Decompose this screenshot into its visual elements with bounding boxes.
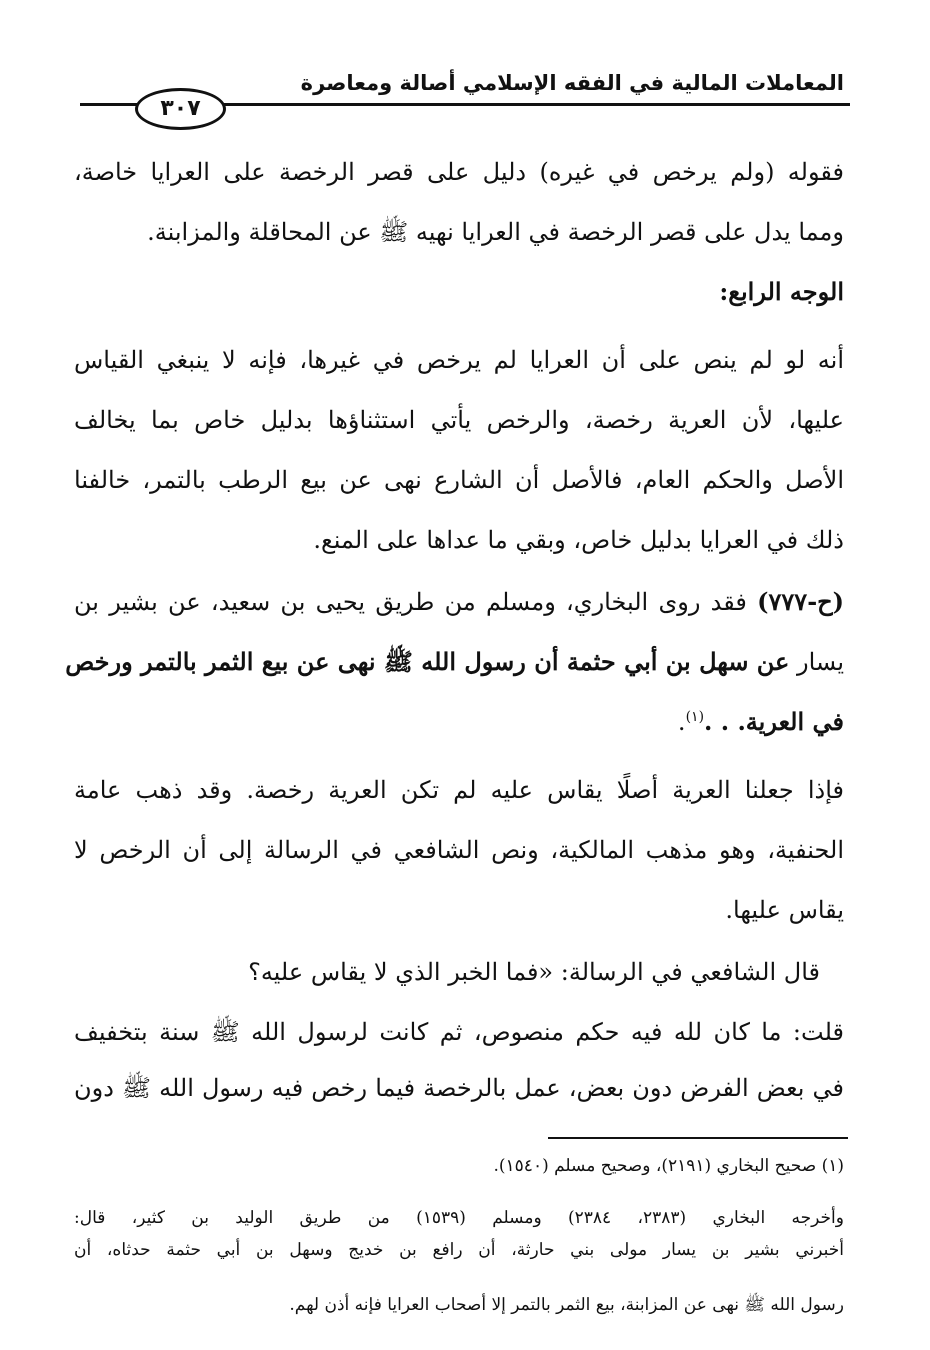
- body-line: يقاس عليها.: [725, 896, 844, 924]
- hadith-quote: في العرية. . .: [704, 707, 844, 736]
- running-header-title: المعاملات المالية في الفقه الإسلامي أصالة ومعاصرة: [300, 71, 844, 95]
- footnote-line: (١) صحيح البخاري (٢١٩١)، وصحيح مسلم (١٥٤٠).: [493, 1156, 844, 1176]
- footnote-line: وأخرجه البخاري (٢٣٨٣، ٢٣٨٤) ومسلم (١٥٣٩) من طريق الوليد بن كثير، قال:: [74, 1208, 844, 1228]
- hadith-text: يسار: [789, 648, 844, 676]
- hadith-line: [74, 702, 844, 742]
- punctuation: .: [677, 708, 686, 736]
- body-line: الأصل والحكم العام، فالأصل أن الشارع نهى عن بيع الرطب بالتمر، خالفنا: [74, 466, 845, 494]
- page-number-badge: ٣٠٧: [135, 88, 226, 130]
- hadith-line: [74, 582, 844, 622]
- body-line: قال الشافعي في الرسالة: «فما الخبر الذي لا يقاس عليه؟: [248, 958, 820, 986]
- section-heading: الوجه الرابع:: [719, 277, 844, 306]
- footnote-line: رسول الله ﷺ نهى عن المزابنة، بيع الثمر بالتمر إلا أصحاب العرايا فإنه أذن لهم.: [289, 1295, 844, 1315]
- body-line: فقوله (ولم يرخص في غيره) دليل على قصر الرخصة على العرايا خاصة،: [74, 158, 844, 186]
- body-line: قلت: ما كان لله فيه حكم منصوص، ثم كانت لرسول الله ﷺ سنة بتخفيف: [74, 1018, 844, 1046]
- body-line: ذلك في العرايا بدليل خاص، وبقي ما عداها على المنع.: [313, 526, 844, 554]
- body-line: الحنفية، وهو مذهب المالكية، ونص الشافعي في الرسالة إلى أن الرخص لا: [74, 836, 844, 864]
- body-line: أنه لو لم ينص على أن العرايا لم يرخص في غيرها، فإنه لا ينبغي القياس: [74, 346, 844, 374]
- body-line: عليها، لأن العرية رخصة، والرخص يأتي استثناؤها بدليل خاص بما يخالف: [74, 406, 844, 434]
- hadith-quote: عن سهل بن أبي حثمة أن رسول الله ﷺ نهى عن بيع الثمر بالتمر ورخص: [65, 647, 790, 676]
- hadith-line: [65, 642, 844, 682]
- body-line: فإذا جعلنا العرية أصلًا يقاس عليه لم تكن العرية رخصة. وقد ذهب عامة: [74, 776, 844, 804]
- body-line: ومما يدل على قصر الرخصة في العرايا نهيه ﷺ عن المحاقلة والمزابنة.: [147, 218, 844, 246]
- hadith-text: فقد روى البخاري، ومسلم من طريق يحيى بن سعيد، عن بشير بن: [74, 588, 758, 616]
- footnote-marker[interactable]: (١): [685, 709, 705, 725]
- hadith-number: (ح-٧٧٧): [757, 587, 844, 616]
- footnote-line: أخبرني بشير بن يسار مولى بني حارثة، أن رافع بن خديج وسهل بن أبي حثمة حدثاه، أن: [74, 1240, 844, 1260]
- footnote-rule: [548, 1137, 848, 1139]
- body-line: في بعض الفرض دون بعض، عمل بالرخصة فيما رخص فيه رسول الله ﷺ دون: [74, 1074, 844, 1102]
